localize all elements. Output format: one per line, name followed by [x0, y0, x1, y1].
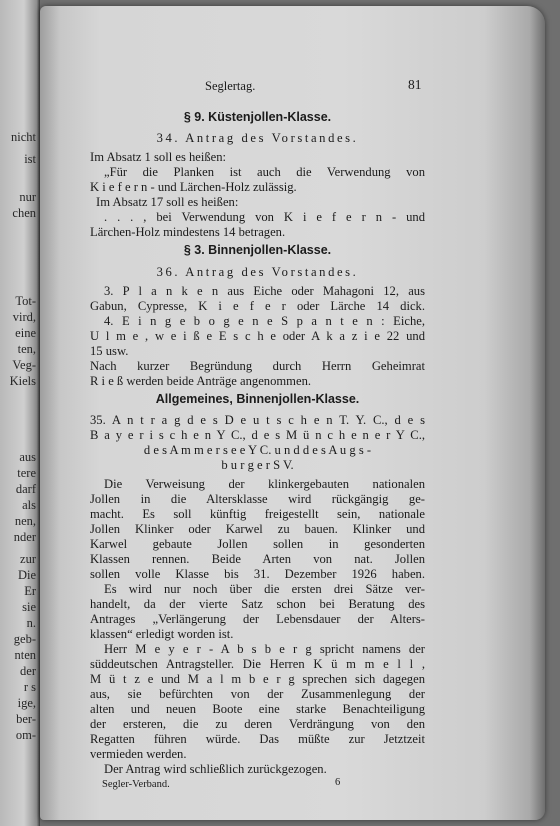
margin-fragment: darf: [15, 482, 36, 496]
text-line: Jollen in die Altersklasse wird rückgängig ge-: [90, 492, 425, 506]
text-line: Gabun, Cypresse, K i e f e r oder Lärche 14 dick.: [90, 299, 425, 313]
text-line: „Für die Planken ist auch die Verwendung von: [104, 165, 425, 179]
text-line: U l m e , w e i ß e E s c h e oder A k a z i e 22 und: [90, 329, 425, 343]
running-title: Seglertag.: [205, 79, 256, 93]
motion-35-line: d e s A m m e r s e e Y C. u n d d e s A u g s -: [143, 443, 372, 457]
margin-fragment: chen: [12, 206, 36, 220]
text-line: Der Antrag wird schließlich zurückgezogen.: [104, 762, 327, 776]
imprint-footer: Segler-Verband.: [102, 779, 170, 790]
margin-fragment: als: [22, 498, 36, 512]
margin-fragment: Tot-: [15, 294, 36, 308]
margin-fragment: ten,: [17, 342, 36, 356]
text-line: klassen“ erledigt worden ist.: [90, 627, 234, 641]
text-line: Antrages „Verlängerung der Lebensdauer der Alters-: [90, 612, 425, 626]
margin-fragment: nicht: [11, 130, 36, 144]
text-line: M ü t z e und M a l m b e r g sprechen sich dagegen: [90, 672, 425, 686]
text-line: Nach kurzer Begründung durch Herrn Geheimrat: [90, 359, 425, 373]
text-line: handelt, da der vierte Satz schon bei Beratung des: [90, 597, 425, 611]
text-line: 3. P l a n k e n aus Eiche oder Mahagoni 12, aus: [104, 284, 425, 298]
margin-fragment: tere: [17, 466, 36, 480]
text-line: der ersteren, die zu deren Verdrängung von den: [90, 717, 425, 731]
motion-36-title: 36. Antrag des Vorstandes.: [156, 265, 359, 279]
text-line: Die Verweisung der klinkergebauten nationalen: [104, 477, 425, 491]
signature-mark: 6: [335, 777, 341, 788]
margin-fragment: aus: [19, 450, 36, 464]
section-heading-allgemeines: Allgemeines, Binnenjollen-Klasse.: [155, 392, 360, 406]
text-line: 4. E i n g e b o g e n e S p a n t e n : Eiche,: [104, 314, 425, 328]
motion-35-line: B a y e r i s c h e n Y C., d e s M ü n c h e n e r Y C.,: [90, 428, 425, 442]
text-line: Karwel gebaute Jollen sollen in gesonderten: [90, 537, 425, 551]
margin-fragment: sie: [22, 600, 36, 614]
text-line: Regatten führen würde. Das müßte zur Jetztzeit: [90, 732, 425, 746]
section-heading-kuestenjollen: § 9. Küstenjollen-Klasse.: [183, 110, 332, 124]
text-line: alten und neuen Boote eine starke Benachteiligung: [90, 702, 425, 716]
text-line: aus, sie befürchten von der Zusammenlegung der: [90, 687, 425, 701]
margin-fragment: ist: [24, 152, 36, 166]
margin-fragment: der: [20, 664, 36, 678]
text-line: Klassen rennen. Beide Arten von nat. Jollen: [90, 552, 425, 566]
margin-fragment: ige,: [17, 696, 36, 710]
margin-fragment: nder: [13, 530, 36, 544]
margin-fragment: eine: [15, 326, 36, 340]
margin-fragment: n.: [26, 616, 36, 630]
text-line: R i e ß werden beide Anträge angenommen.: [90, 374, 312, 388]
previous-page-edge: [0, 0, 40, 826]
text-line: Herr M e y e r - A b s b e r g spricht namens der: [104, 642, 425, 656]
section-heading-binnenjollen: § 3. Binnenjollen-Klasse.: [183, 243, 332, 257]
margin-fragment: Veg-: [12, 358, 36, 372]
text-line: Lärchen-Holz mindestens 14 betragen.: [90, 225, 286, 239]
text-line: 15 usw.: [90, 344, 129, 358]
motion-34-title: 34. Antrag des Vorstandes.: [156, 131, 359, 145]
text-line: Im Absatz 1 soll es heißen:: [90, 150, 227, 164]
motion-35-line: 35. A n t r a g d e s D e u t s c h e n T. Y. C., d e s: [90, 413, 425, 427]
margin-fragment: Kiels: [9, 374, 36, 388]
book-page: [40, 6, 545, 820]
text-line: K i e f e r n - und Lärchen-Holz zulässig.: [90, 180, 297, 194]
margin-fragment: om-: [15, 728, 36, 742]
text-line: . . . , bei Verwendung von K i e f e r n - und: [104, 210, 425, 224]
margin-fragment: ber-: [16, 712, 36, 726]
margin-fragment: nur: [19, 190, 36, 204]
margin-fragment: r s: [23, 680, 36, 694]
margin-fragment: Er: [24, 584, 36, 598]
margin-fragment: nen,: [14, 514, 36, 528]
text-line: macht. Es soll künftig freigestellt sein, nationale: [90, 507, 425, 521]
text-line: sollen volle Klasse bis 31. Dezember 1926 haben.: [90, 567, 425, 581]
margin-fragment: zur: [20, 552, 36, 566]
text-line: Im Absatz 17 soll es heißen:: [96, 195, 239, 209]
margin-fragment: Die: [17, 568, 36, 582]
text-line: Jollen Klinker oder Karwel zu bauen. Klinker und: [90, 522, 425, 536]
margin-fragment: geb-: [13, 632, 36, 646]
text-line: süddeutschen Antragsteller. Die Herren K ü m m e l l ,: [90, 657, 425, 671]
text-line: vermieden werden.: [90, 747, 187, 761]
motion-35-line: b u r g e r S V.: [221, 458, 294, 472]
text-line: Es wird nur noch über die ersten drei Sätze ver-: [104, 582, 425, 596]
page-number: 81: [408, 77, 422, 92]
margin-fragment: vird,: [12, 310, 36, 324]
margin-fragment: nten: [14, 648, 36, 662]
